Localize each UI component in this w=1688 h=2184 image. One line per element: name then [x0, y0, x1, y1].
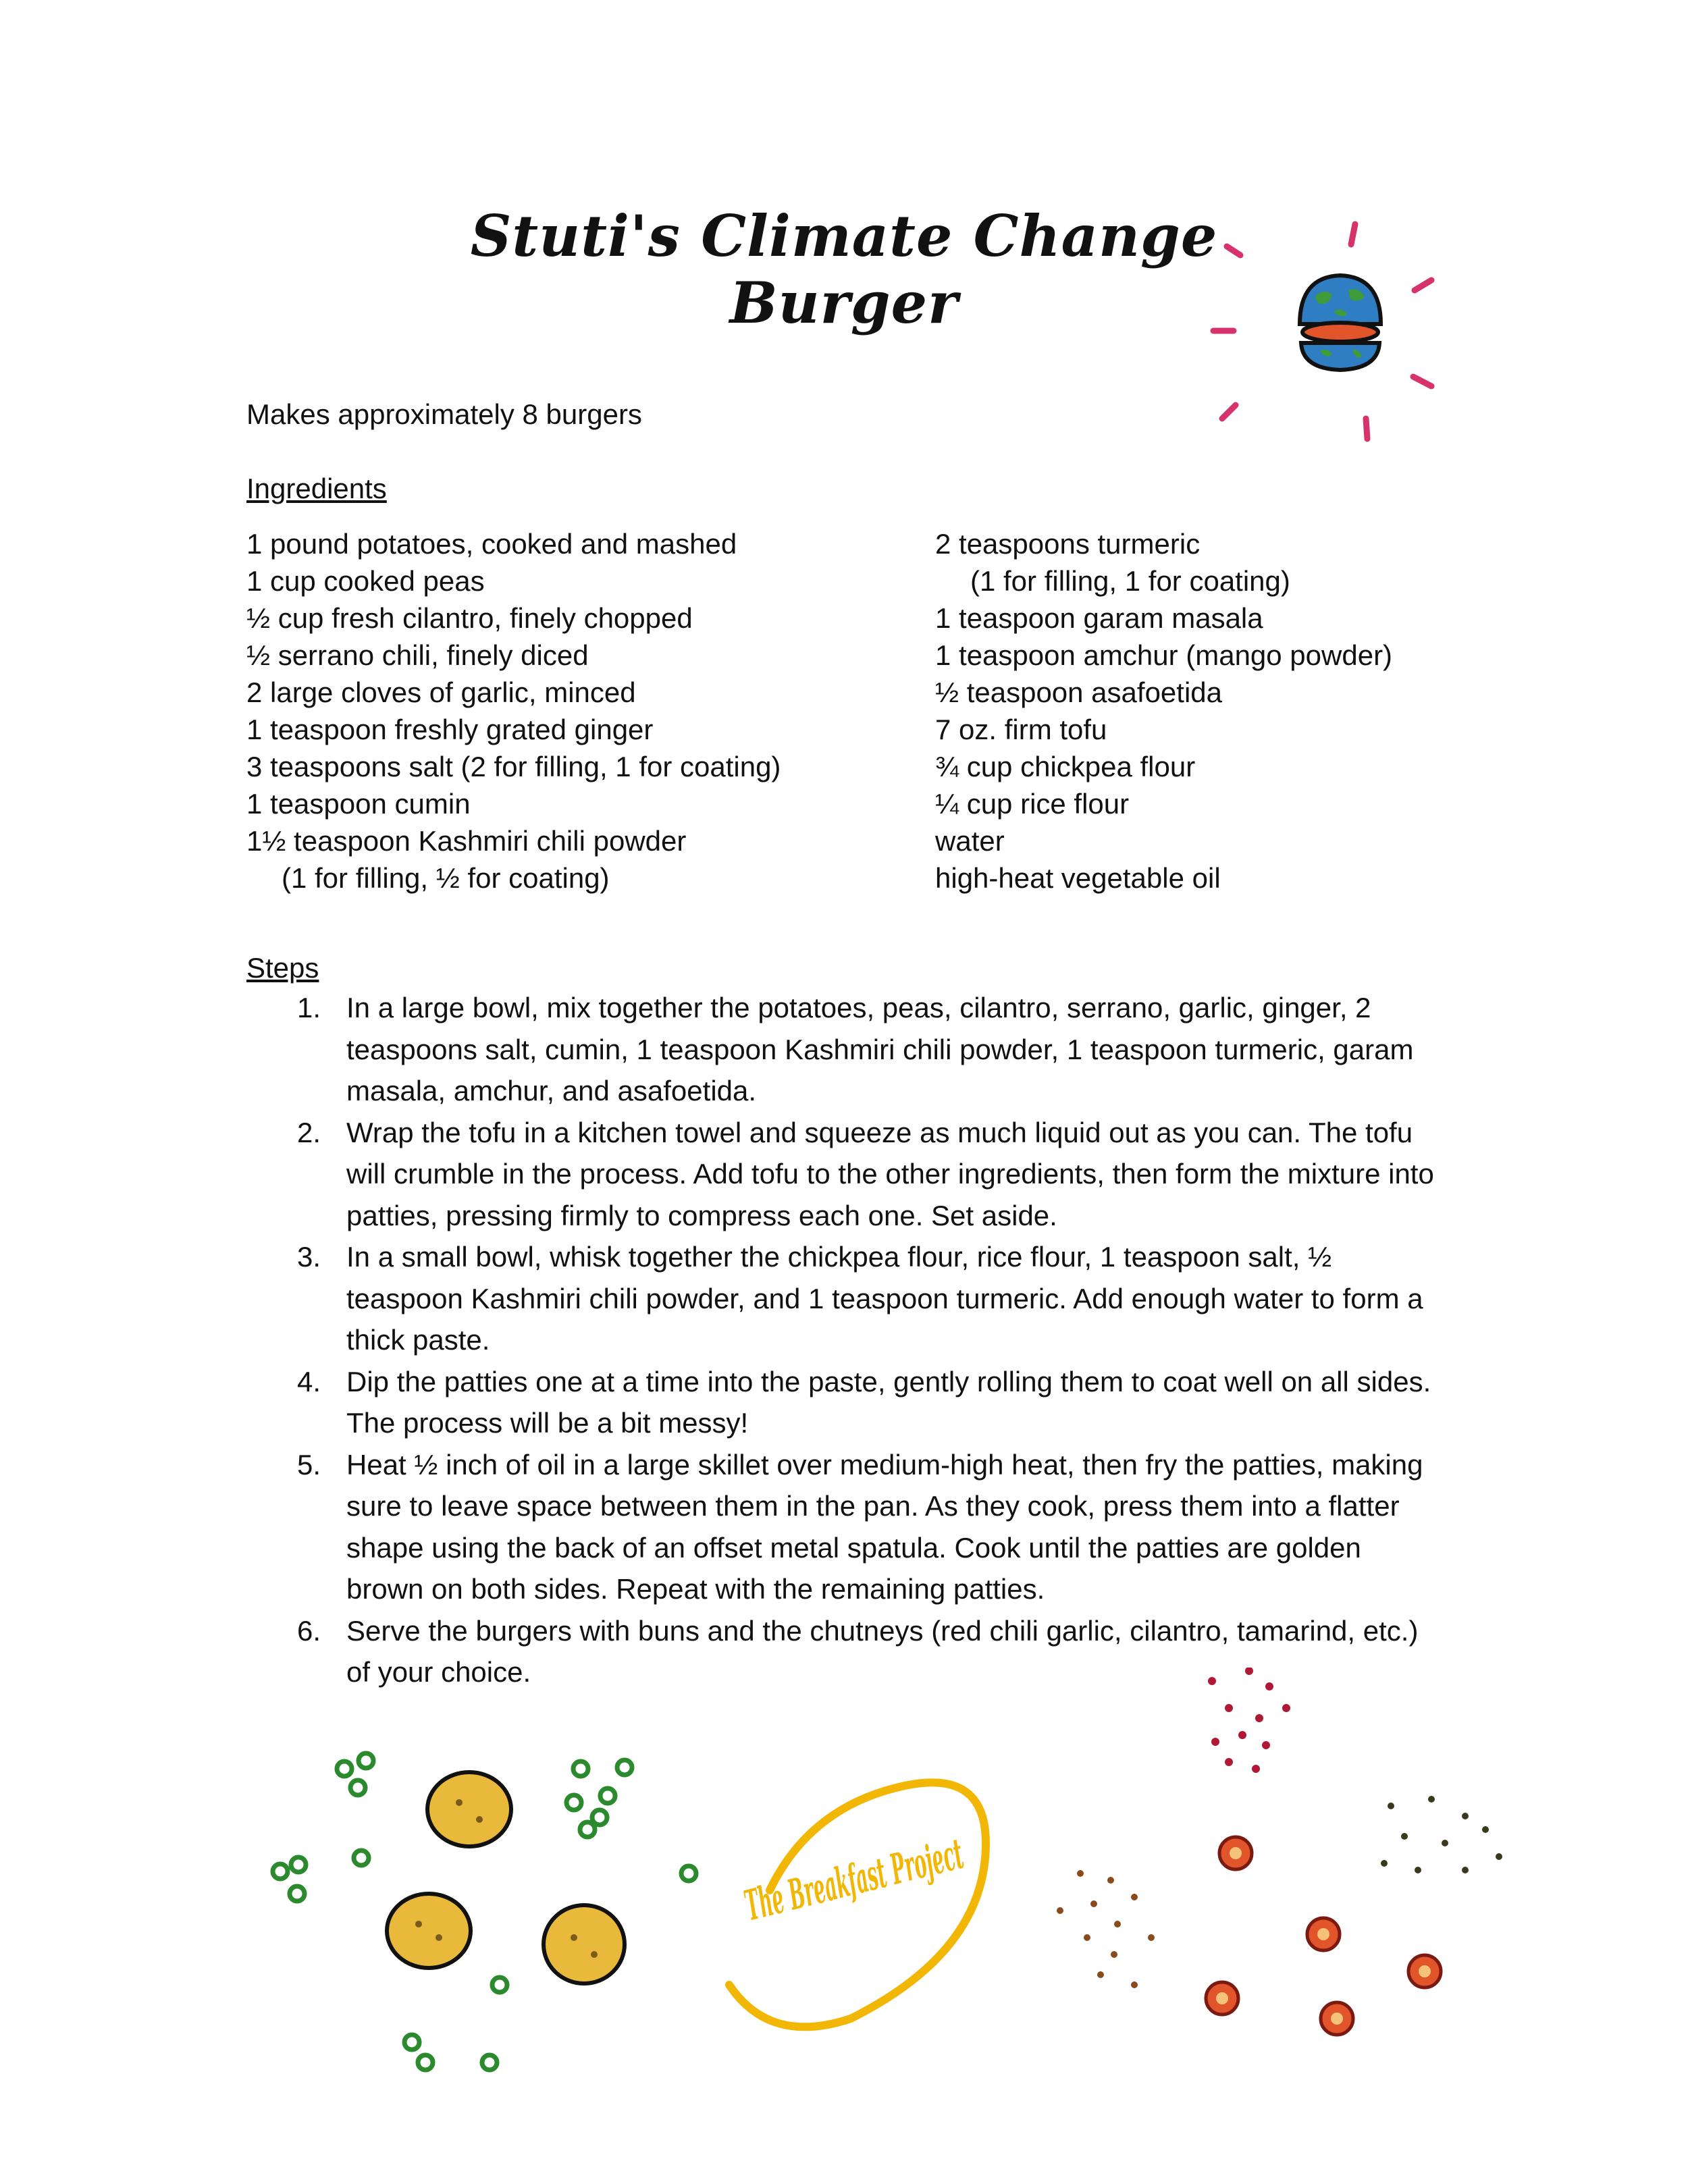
ingredients-left-column: [246, 525, 781, 897]
ingredient-item: 1½ teaspoon Kashmiri chili powder: [246, 825, 687, 857]
recipe-yield: Makes approximately 8 burgers: [246, 398, 642, 430]
ingredients-heading: Ingredients: [246, 473, 387, 504]
step-item: [246, 1236, 1435, 1361]
ingredient-note: (1 for filling, 1 for coating): [970, 565, 1290, 597]
ingredient-item: 1 pound potatoes, cooked and mashed: [246, 528, 737, 560]
step-number: 2.: [297, 1116, 321, 1148]
step-text: In a small bowl, whisk together the chickpea flour, rice flour, 1 teaspoon salt, ½ teaspoon Kashmiri chili powder, and 1 teaspoon turmeric. Add enough water to form a thick paste.: [346, 1241, 1423, 1356]
step-text: Heat ½ inch of oil in a large skillet over medium-high heat, then fry the patties, making sure to leave space between them in the pan. As they cook, press them into a flatter shape using the back of an offset metal spatula. Cook until the patties are golden brown on both sides. Repeat with the remaining patties.: [346, 1448, 1423, 1605]
ingredient-item: 1 teaspoon freshly grated ginger: [246, 714, 654, 745]
step-item: [246, 1444, 1435, 1610]
chili-seeds-icon: [1208, 1668, 1290, 1773]
globe-burger-illustration: [1198, 216, 1469, 459]
ingredient-item: 1 teaspoon cumin: [246, 788, 471, 820]
step-item: [246, 1361, 1435, 1444]
step-item: [246, 987, 1435, 1112]
mustard-seeds-icon: [1381, 1796, 1502, 1873]
logo-text: The Breakfast Project: [739, 1758, 1250, 1931]
step-item: [246, 1112, 1435, 1237]
step-text: Dip the patties one at a time into the paste, gently rolling them to coat well on all sides. The process will be a bit messy!: [346, 1365, 1431, 1439]
ingredient-item: ½ teaspoon asafoetida: [935, 676, 1223, 708]
ingredient-item: high-heat vegetable oil: [935, 862, 1221, 894]
ingredient-item: 2 large cloves of garlic, minced: [246, 676, 636, 708]
ingredient-item: 1 teaspoon garam masala: [935, 602, 1263, 634]
cumin-seeds-icon: [1057, 1870, 1155, 1988]
step-text: Serve the burgers with buns and the chutneys (red chili garlic, cilantro, tamarind, etc.) of your choice.: [346, 1614, 1419, 1688]
ingredient-item: water: [935, 825, 1005, 857]
ingredient-item: 3 teaspoons salt (2 for filling, 1 for coating): [246, 751, 781, 782]
step-number: 4.: [297, 1365, 321, 1397]
ingredients-illustration: [257, 1668, 1539, 2154]
ingredient-item: 2 teaspoons turmeric: [935, 528, 1201, 560]
ingredient-item: ½ serrano chili, finely diced: [246, 639, 589, 671]
step-number: 5.: [297, 1448, 321, 1481]
step-number: 6.: [297, 1614, 321, 1647]
ingredient-item: ½ cup fresh cilantro, finely chopped: [246, 602, 693, 634]
steps-heading: Steps: [246, 952, 319, 984]
step-number: 1.: [297, 992, 321, 1023]
step-text: In a large bowl, mix together the potatoes, peas, cilantro, serrano, garlic, ginger, 2 teaspoons salt, cumin, 1 teaspoon Kashmiri chili powder, 1 teaspoon turmeric, garam masala, amchur, and asafoetida.: [346, 992, 1414, 1107]
step-text: Wrap the tofu in a kitchen towel and squeeze as much liquid out as you can. The tofu will crumble in the process. Add tofu to the other ingredients, then form the mixture into patties, pressing firmly to compress each one. Set aside.: [346, 1116, 1434, 1231]
ingredient-item: ¼ cup rice flour: [935, 788, 1130, 820]
ingredient-item: ¾ cup chickpea flour: [935, 751, 1196, 782]
ingredients-right-column: [935, 525, 1392, 897]
ingredient-note: (1 for filling, ½ for coating): [282, 862, 610, 894]
breakfast-project-logo: [729, 1758, 1250, 2027]
ingredient-item: 1 cup cooked peas: [246, 565, 485, 597]
step-number: 3.: [297, 1241, 321, 1273]
steps-list: [246, 987, 1435, 1693]
recipe-title: Stuti's Climate Change Burger: [470, 203, 1218, 336]
ingredient-item: 1 teaspoon amchur (mango powder): [935, 639, 1393, 671]
potato-icon: [387, 1772, 625, 1983]
ingredient-item: 7 oz. firm tofu: [935, 714, 1107, 745]
